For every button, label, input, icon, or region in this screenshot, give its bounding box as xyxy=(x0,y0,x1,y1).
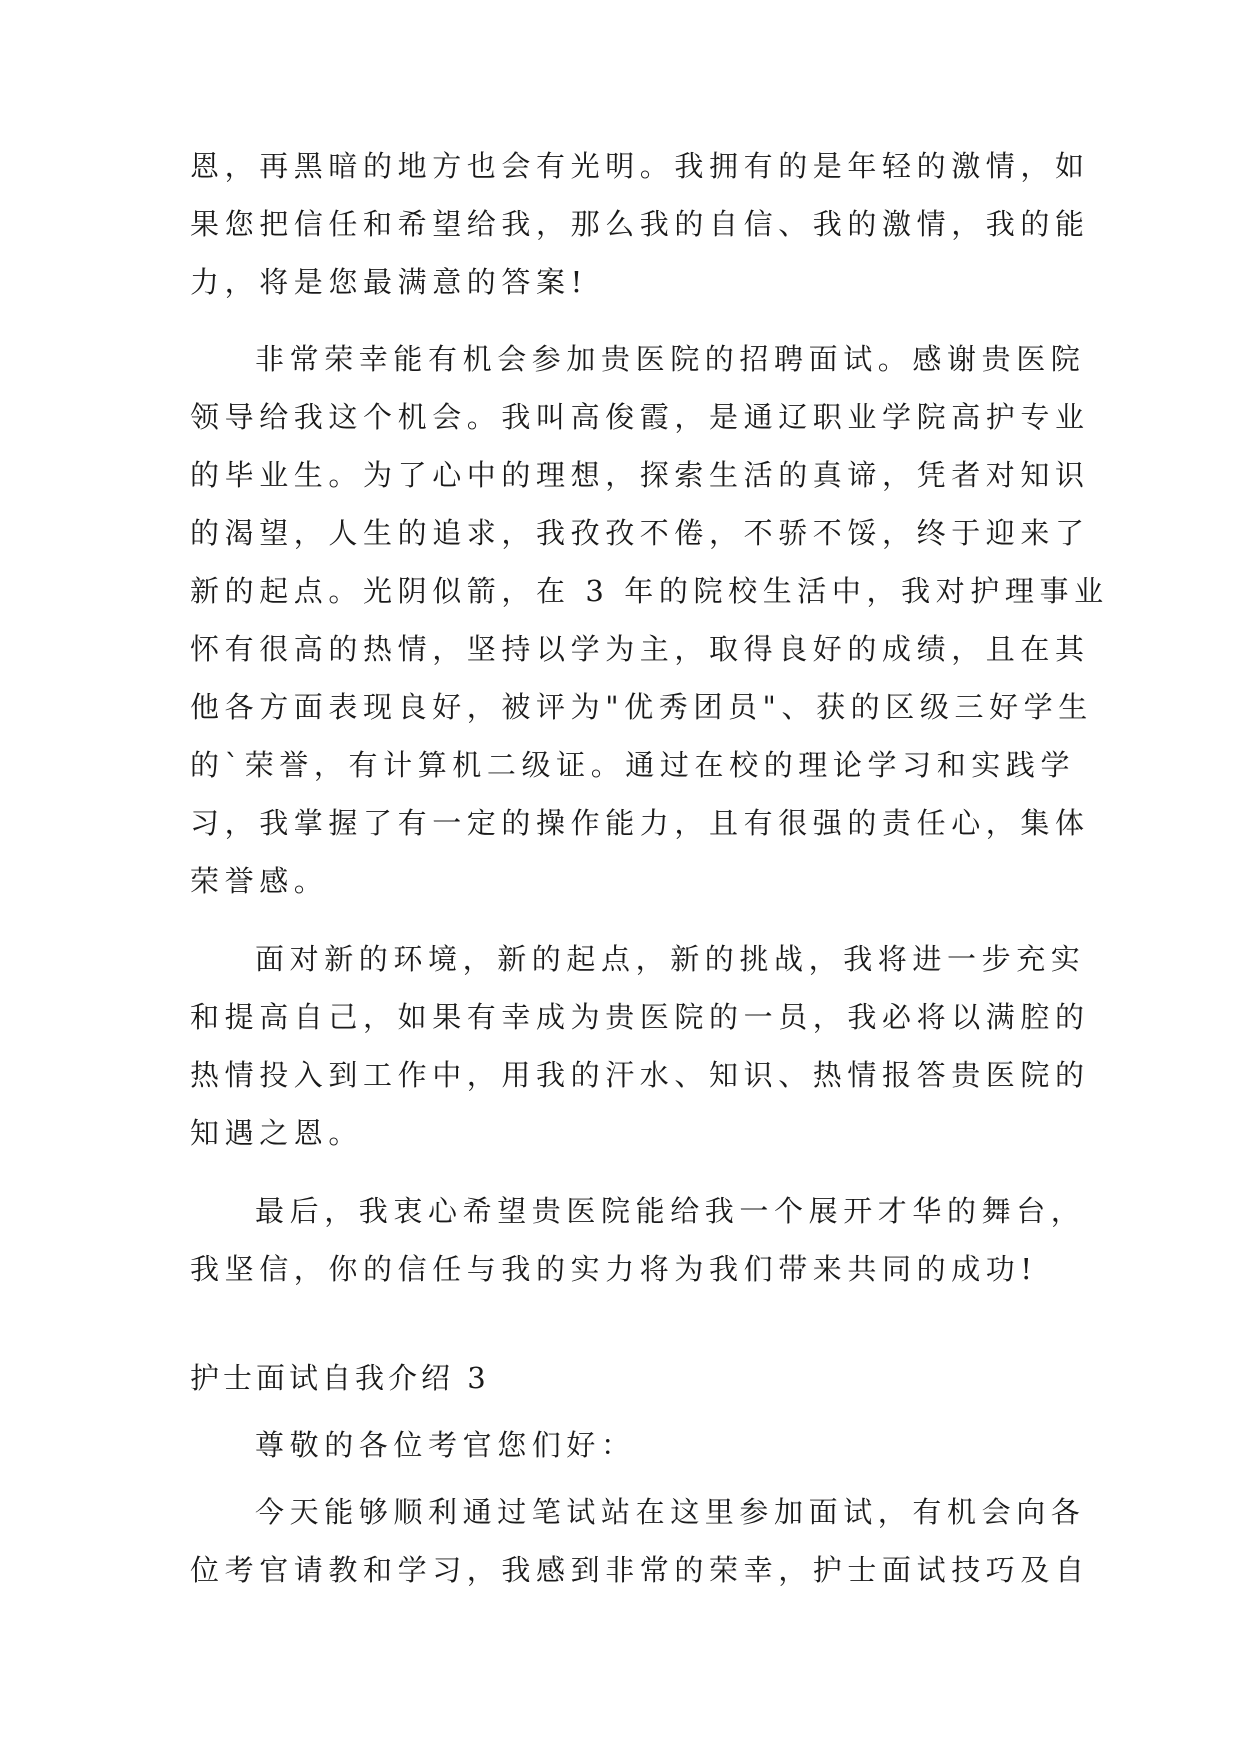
greeting: 尊敬的各位考官您们好： xyxy=(255,1428,636,1462)
paragraph-4-line: 我坚信，你的信任与我的实力将为我们带来共同的成功! xyxy=(190,1252,1038,1286)
paragraph-2-line: 的毕业生。为了心中的理想，探索生活的真谛，凭者对知识 xyxy=(190,458,1090,492)
paragraph-2-line: 新的起点。光阴似箭，在 3 年的院校生活中，我对护理事业 xyxy=(190,574,1109,608)
paragraph-5-line: 位考官请教和学习，我感到非常的荣幸，护士面试技巧及自 xyxy=(190,1553,1090,1587)
paragraph-2-line: 荣誉感。 xyxy=(190,864,329,898)
paragraph-2-line: 怀有很高的热情，坚持以学为主，取得良好的成绩，且在其 xyxy=(190,632,1090,666)
paragraph-3-line: 知遇之恩。 xyxy=(190,1116,364,1150)
paragraph-2-line: 领导给我这个机会。我叫高俊霞，是通辽职业学院高护专业 xyxy=(190,400,1090,434)
paragraph-3-line: 面对新的环境，新的起点，新的挑战，我将进一步充实 xyxy=(255,942,1086,976)
paragraph-2-line: 的`荣誉，有计算机二级证。通过在校的理论学习和实践学 xyxy=(190,748,1076,782)
paragraph-4-line: 最后，我衷心希望贵医院能给我一个展开才华的舞台， xyxy=(255,1194,1086,1228)
paragraph-3-line: 热情投入到工作中，用我的汗水、知识、热情报答贵医院的 xyxy=(190,1058,1090,1092)
paragraph-5-line: 今天能够顺利通过笔试站在这里参加面试，有机会向各 xyxy=(255,1495,1086,1529)
paragraph-2-line: 他各方面表现良好，被评为"优秀团员"、获的区级三好学生 xyxy=(190,690,1093,724)
paragraph-3-line: 和提高自己，如果有幸成为贵医院的一员，我必将以满腔的 xyxy=(190,1000,1090,1034)
paragraph-1-line: 恩，再黑暗的地方也会有光明。我拥有的是年轻的激情，如 xyxy=(190,149,1090,183)
paragraph-2-line: 习，我掌握了有一定的操作能力，且有很强的责任心，集体 xyxy=(190,806,1090,840)
section-heading: 护士面试自我介绍 3 xyxy=(190,1361,490,1395)
paragraph-2-line: 的渴望，人生的追求，我孜孜不倦，不骄不馁，终于迎来了 xyxy=(190,516,1090,550)
paragraph-1-line: 果您把信任和希望给我，那么我的自信、我的激情，我的能 xyxy=(190,207,1090,241)
paragraph-2-line: 非常荣幸能有机会参加贵医院的招聘面试。感谢贵医院 xyxy=(255,342,1086,376)
paragraph-1-line: 力，将是您最满意的答案! xyxy=(190,265,588,299)
